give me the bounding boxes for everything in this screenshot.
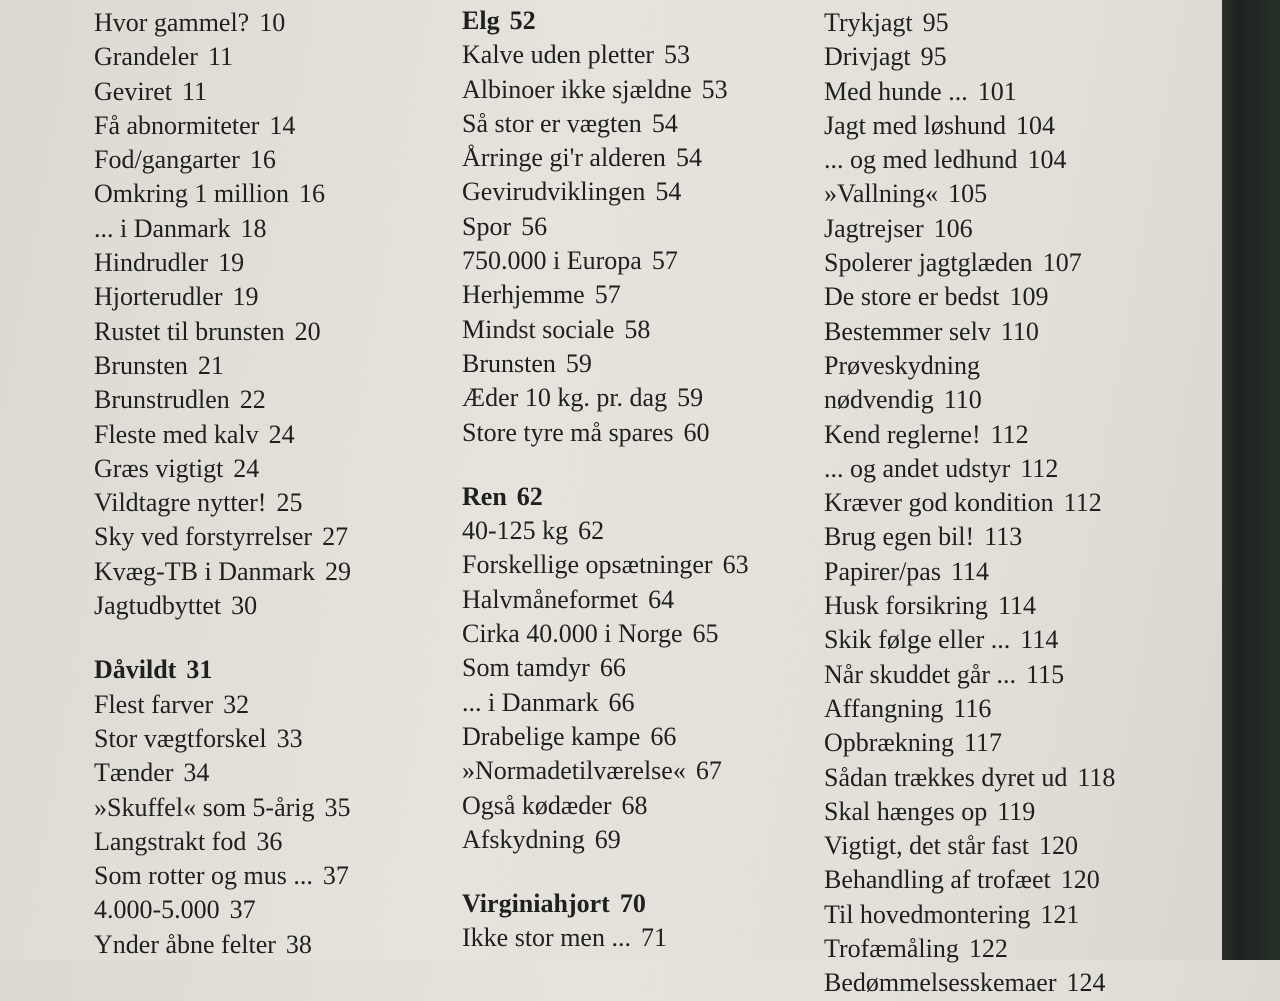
toc-entry — [94, 349, 351, 383]
section-gap — [462, 450, 749, 480]
toc-column-1 — [94, 6, 351, 962]
entry-title: Så stor er vægten — [462, 108, 642, 138]
page-number: 38 — [285, 929, 312, 959]
page-number: 116 — [953, 693, 992, 723]
toc-entry — [462, 175, 749, 209]
page-number: 71 — [640, 923, 667, 953]
entry-title: Herhjemme — [462, 280, 585, 310]
entry-title: ... og andet udstyr — [824, 453, 1011, 483]
page-number: 29 — [324, 556, 351, 586]
page-number: 19 — [232, 282, 259, 312]
toc-entry — [824, 383, 1115, 417]
toc-entry — [824, 315, 1115, 349]
toc-entry — [462, 347, 749, 381]
toc-entry — [94, 928, 351, 962]
toc-entry — [462, 313, 749, 347]
page-number: 36 — [256, 826, 283, 856]
entry-title: Stor vægtforskel — [94, 723, 267, 753]
toc-entry — [94, 520, 351, 554]
page-number: 112 — [1063, 488, 1102, 518]
page-number: 62 — [578, 516, 605, 546]
entry-title: Skik følge eller ... — [824, 625, 1011, 655]
entry-title: Husk forsikring — [824, 591, 988, 621]
entry-title: Æder 10 kg. pr. dag — [462, 383, 668, 413]
entry-title: Også kødæder — [462, 790, 612, 820]
toc-entry — [462, 210, 749, 244]
entry-title: Forskellige opsætninger — [462, 550, 713, 580]
entry-title: Fod/gangarter — [94, 145, 240, 175]
entry-title: Langstrakt fod — [94, 826, 247, 856]
entry-title: 4.000-5.000 — [94, 895, 220, 925]
toc-entry — [94, 6, 351, 40]
page-number: 14 — [269, 110, 296, 140]
entry-title: Virginiahjort — [462, 889, 610, 919]
page-number: 66 — [599, 653, 626, 683]
page-number: 53 — [701, 74, 728, 104]
toc-entry — [824, 932, 1115, 966]
page-number: 109 — [1009, 282, 1049, 312]
page-number: 11 — [207, 42, 233, 72]
section-gap — [94, 623, 351, 653]
toc-entry — [824, 418, 1115, 452]
page-number: 66 — [608, 687, 635, 717]
toc-entry — [94, 452, 351, 486]
toc-entry — [462, 514, 749, 548]
toc-entry — [94, 40, 351, 74]
page-number: 106 — [933, 213, 973, 243]
section-heading — [462, 4, 749, 38]
toc-entry — [824, 761, 1115, 795]
entry-title: Hindrudler — [94, 248, 209, 278]
page-number: 107 — [1042, 248, 1082, 278]
page-number: 105 — [948, 179, 988, 209]
page-number: 33 — [276, 723, 303, 753]
entry-title: Som rotter og mus ... — [94, 861, 313, 891]
page-number: 58 — [624, 314, 651, 344]
toc-entry — [824, 246, 1115, 280]
entry-title: 40-125 kg — [462, 516, 569, 546]
page-number: 66 — [650, 721, 677, 751]
entry-title: Til hovedmontering — [824, 899, 1031, 929]
toc-entry — [94, 383, 351, 417]
entry-title: Bedømmelsesskemaer — [824, 968, 1057, 998]
toc-entry — [94, 212, 351, 246]
page-number: 54 — [651, 108, 678, 138]
toc-entry — [94, 246, 351, 280]
entry-title: Årringe gi'r alderen — [462, 143, 666, 173]
page-number: 119 — [997, 796, 1036, 826]
page-number: 101 — [977, 76, 1017, 106]
page-number: 10 — [259, 8, 286, 37]
toc-entry — [462, 720, 749, 754]
page-number: 18 — [240, 213, 267, 243]
page-number: 53 — [664, 40, 691, 70]
entry-title: Få abnormiteter — [94, 110, 260, 140]
entry-title: Prøveskydning — [824, 350, 980, 380]
toc-entry — [94, 688, 351, 722]
page-number: 30 — [231, 591, 258, 621]
entry-title: 750.000 i Europa — [462, 246, 642, 276]
toc-entry — [462, 548, 749, 582]
toc-entry — [824, 452, 1115, 486]
entry-title: Mindst sociale — [462, 314, 615, 344]
toc-entry — [462, 686, 749, 720]
toc-entry — [824, 623, 1115, 657]
toc-entry — [94, 825, 351, 859]
toc-entry — [824, 555, 1115, 589]
page-number: 124 — [1066, 968, 1106, 998]
page-number: 11 — [181, 76, 208, 106]
page-number: 31 — [186, 655, 213, 685]
page-number: 113 — [984, 522, 1023, 552]
toc-entry — [462, 73, 749, 107]
entry-title: Behandling af trofæet — [824, 865, 1051, 895]
page-number: 54 — [675, 143, 702, 173]
entry-title: Rustet til brunsten — [94, 316, 285, 346]
toc-column-2 — [462, 4, 749, 956]
entry-title: Vildtagre nytter! — [94, 488, 267, 518]
entry-title: Spor — [462, 211, 512, 241]
toc-entry — [462, 583, 749, 617]
toc-entry — [94, 418, 351, 452]
page-number: 114 — [950, 556, 990, 586]
toc-entry — [824, 520, 1115, 554]
toc-entry — [824, 863, 1115, 897]
toc-entry — [462, 754, 749, 788]
page-number: 114 — [1020, 625, 1059, 655]
toc-entry — [824, 280, 1115, 314]
page-number: 37 — [229, 895, 256, 925]
page-number: 69 — [594, 824, 621, 854]
page-number: 112 — [1020, 453, 1059, 483]
page-number: 59 — [565, 348, 592, 378]
entry-title: Sky ved forstyrrelser — [94, 522, 313, 552]
toc-entry — [94, 589, 351, 623]
toc-entry — [824, 6, 1115, 40]
toc-entry — [94, 486, 351, 520]
page-number: 56 — [521, 211, 548, 241]
toc-entry — [462, 617, 749, 651]
entry-title: Drivjagt — [824, 42, 911, 72]
section-heading — [462, 887, 749, 921]
page-number: 110 — [1000, 316, 1039, 346]
toc-entry — [94, 555, 351, 589]
page-number: 24 — [233, 453, 260, 483]
entry-title: Kræver god kondition — [824, 488, 1054, 518]
entry-title: Kvæg-TB i Danmark — [94, 556, 315, 586]
entry-title: Kalve uden pletter — [462, 40, 655, 70]
toc-entry — [824, 212, 1115, 246]
toc-entry — [462, 789, 749, 823]
entry-title: Gevirudviklingen — [462, 177, 646, 207]
toc-entry — [94, 280, 351, 314]
page-number: 122 — [968, 934, 1008, 964]
toc-entry — [94, 177, 351, 211]
entry-title: Tænder — [94, 758, 174, 788]
page-number: 24 — [268, 419, 295, 449]
page-number: 70 — [619, 889, 646, 919]
entry-title: Grandeler — [94, 42, 198, 72]
entry-title: Ikke stor men ... — [462, 923, 631, 953]
toc-entry — [94, 315, 351, 349]
entry-title: nødvendig — [824, 385, 934, 415]
page-number: 16 — [299, 179, 325, 209]
page-number: 21 — [197, 350, 224, 380]
entry-title: Med hunde ... — [824, 76, 968, 106]
section-heading — [462, 480, 749, 514]
entry-title: Omkring 1 million — [94, 179, 289, 209]
entry-title: Trofæmåling — [824, 934, 959, 964]
book-cover-edge — [1222, 0, 1280, 960]
page-number: 37 — [322, 861, 349, 891]
toc-entry — [824, 75, 1115, 109]
entry-title: Drabelige kampe — [462, 721, 641, 751]
toc-entry — [824, 726, 1115, 760]
toc-entry — [94, 859, 351, 893]
entry-title: Dåvildt — [94, 655, 177, 685]
toc-entry — [462, 416, 749, 450]
entry-title: Hvor gammel? — [94, 8, 250, 37]
page-number: 114 — [997, 591, 1036, 621]
entry-title: Halvmåneformet — [462, 584, 639, 614]
page-number: 64 — [648, 584, 675, 614]
page-number: 65 — [692, 619, 719, 649]
entry-title: Vigtigt, det står fast — [824, 831, 1029, 861]
toc-entry — [462, 141, 749, 175]
page-number: 95 — [920, 42, 947, 72]
page-number: 62 — [516, 481, 543, 511]
entry-title: Når skuddet går ... — [824, 659, 1017, 689]
entry-title: Albinoer ikke sjældne — [462, 74, 692, 104]
page-number: 52 — [509, 6, 536, 35]
page-number: 27 — [322, 522, 349, 552]
toc-entry — [824, 109, 1115, 143]
toc-entry — [462, 244, 749, 278]
toc-entry — [462, 38, 749, 72]
entry-title: Afskydning — [462, 824, 585, 854]
page-number: 54 — [655, 177, 682, 207]
entry-title: Jagtudbyttet — [94, 591, 222, 621]
entry-title: Hjorterudler — [94, 282, 223, 312]
section-gap — [462, 857, 749, 887]
page-number: 57 — [651, 246, 678, 276]
entry-title: Skal hænges op — [824, 796, 988, 826]
page-number: 32 — [223, 689, 250, 719]
entry-title: Opbrækning — [824, 728, 954, 758]
page-number: 121 — [1040, 899, 1080, 929]
entry-title: Ynder åbne felter — [94, 929, 276, 959]
section-heading — [94, 653, 351, 687]
toc-entry — [462, 921, 749, 955]
page-number: 67 — [695, 756, 722, 786]
toc-entry — [94, 75, 351, 109]
entry-title: Jagtrejser — [824, 213, 924, 243]
entry-title: ... og med ledhund — [824, 145, 1018, 175]
entry-title: Elg — [462, 6, 500, 35]
toc-entry — [462, 278, 749, 312]
entry-title: Spolerer jagtglæden — [824, 248, 1033, 278]
entry-title: Kend reglerne! — [824, 419, 981, 449]
toc-entry — [462, 107, 749, 141]
toc-entry — [94, 893, 351, 927]
entry-title: Sådan trækkes dyret ud — [824, 762, 1068, 792]
entry-title: Brug egen bil! — [824, 522, 975, 552]
toc-entry — [462, 651, 749, 685]
entry-title: Brunsten — [94, 350, 188, 380]
entry-title: »Vallning« — [824, 179, 939, 209]
toc-entry — [94, 143, 351, 177]
page-number: 63 — [722, 550, 749, 580]
entry-title: Brunstrudlen — [94, 385, 230, 415]
page-number: 104 — [1016, 110, 1055, 140]
entry-title: ... i Danmark — [462, 687, 599, 717]
toc-entry — [824, 966, 1115, 1000]
entry-title: Cirka 40.000 i Norge — [462, 619, 683, 649]
page-number: 35 — [324, 792, 351, 822]
entry-title: Trykjagt — [824, 8, 913, 37]
toc-entry — [824, 829, 1115, 863]
page-number: 60 — [683, 417, 710, 447]
toc-entry — [94, 722, 351, 756]
page-number: 68 — [621, 790, 648, 820]
entry-title: Som tamdyr — [462, 653, 590, 683]
entry-title: Store tyre må spares — [462, 417, 674, 447]
page-number: 34 — [183, 758, 210, 788]
toc-entry — [824, 349, 1115, 383]
toc-entry — [824, 143, 1115, 177]
entry-title: De store er bedst — [824, 282, 1000, 312]
page-number: 57 — [594, 280, 621, 310]
page-number: 22 — [239, 385, 266, 415]
entry-title: ... i Danmark — [94, 213, 231, 243]
entry-title: Bestemmer selv — [824, 316, 991, 346]
entry-title: Jagt med løshund — [824, 110, 1006, 140]
entry-title: Geviret — [94, 76, 172, 106]
page-number: 120 — [1060, 865, 1100, 895]
toc-entry — [462, 381, 749, 415]
toc-entry — [824, 40, 1115, 74]
page-number: 110 — [943, 385, 982, 415]
toc-entry — [462, 823, 749, 857]
entry-title: »Normadetilværelse« — [462, 756, 686, 786]
entry-title: Græs vigtigt — [94, 453, 224, 483]
page-number: 104 — [1027, 145, 1067, 175]
toc-entry — [824, 177, 1115, 211]
page-number: 19 — [218, 248, 245, 278]
entry-title: Papirer/pas — [824, 556, 941, 586]
entry-title: Ren — [462, 481, 507, 511]
page-number: 117 — [964, 728, 1003, 758]
page-number: 59 — [677, 383, 704, 413]
toc-entry — [94, 756, 351, 790]
toc-entry — [94, 109, 351, 143]
toc-column-3 — [824, 6, 1115, 1001]
page-number: 112 — [990, 419, 1029, 449]
entry-title: Affangning — [824, 693, 944, 723]
toc-entry — [824, 898, 1115, 932]
entry-title: Flest farver — [94, 689, 214, 719]
toc-entry — [824, 795, 1115, 829]
page-number: 95 — [922, 8, 949, 37]
toc-entry — [94, 791, 351, 825]
toc-entry — [824, 486, 1115, 520]
page-number: 118 — [1077, 762, 1116, 792]
page-number: 115 — [1026, 659, 1065, 689]
page-number: 16 — [249, 145, 276, 175]
page-number: 20 — [294, 316, 321, 346]
toc-entry — [824, 692, 1115, 726]
entry-title: Brunsten — [462, 348, 556, 378]
page-number: 25 — [276, 488, 303, 518]
toc-entry — [824, 658, 1115, 692]
page-number: 120 — [1038, 831, 1078, 861]
entry-title: »Skuffel« som 5-årig — [94, 792, 315, 822]
toc-entry — [824, 589, 1115, 623]
entry-title: Fleste med kalv — [94, 419, 259, 449]
